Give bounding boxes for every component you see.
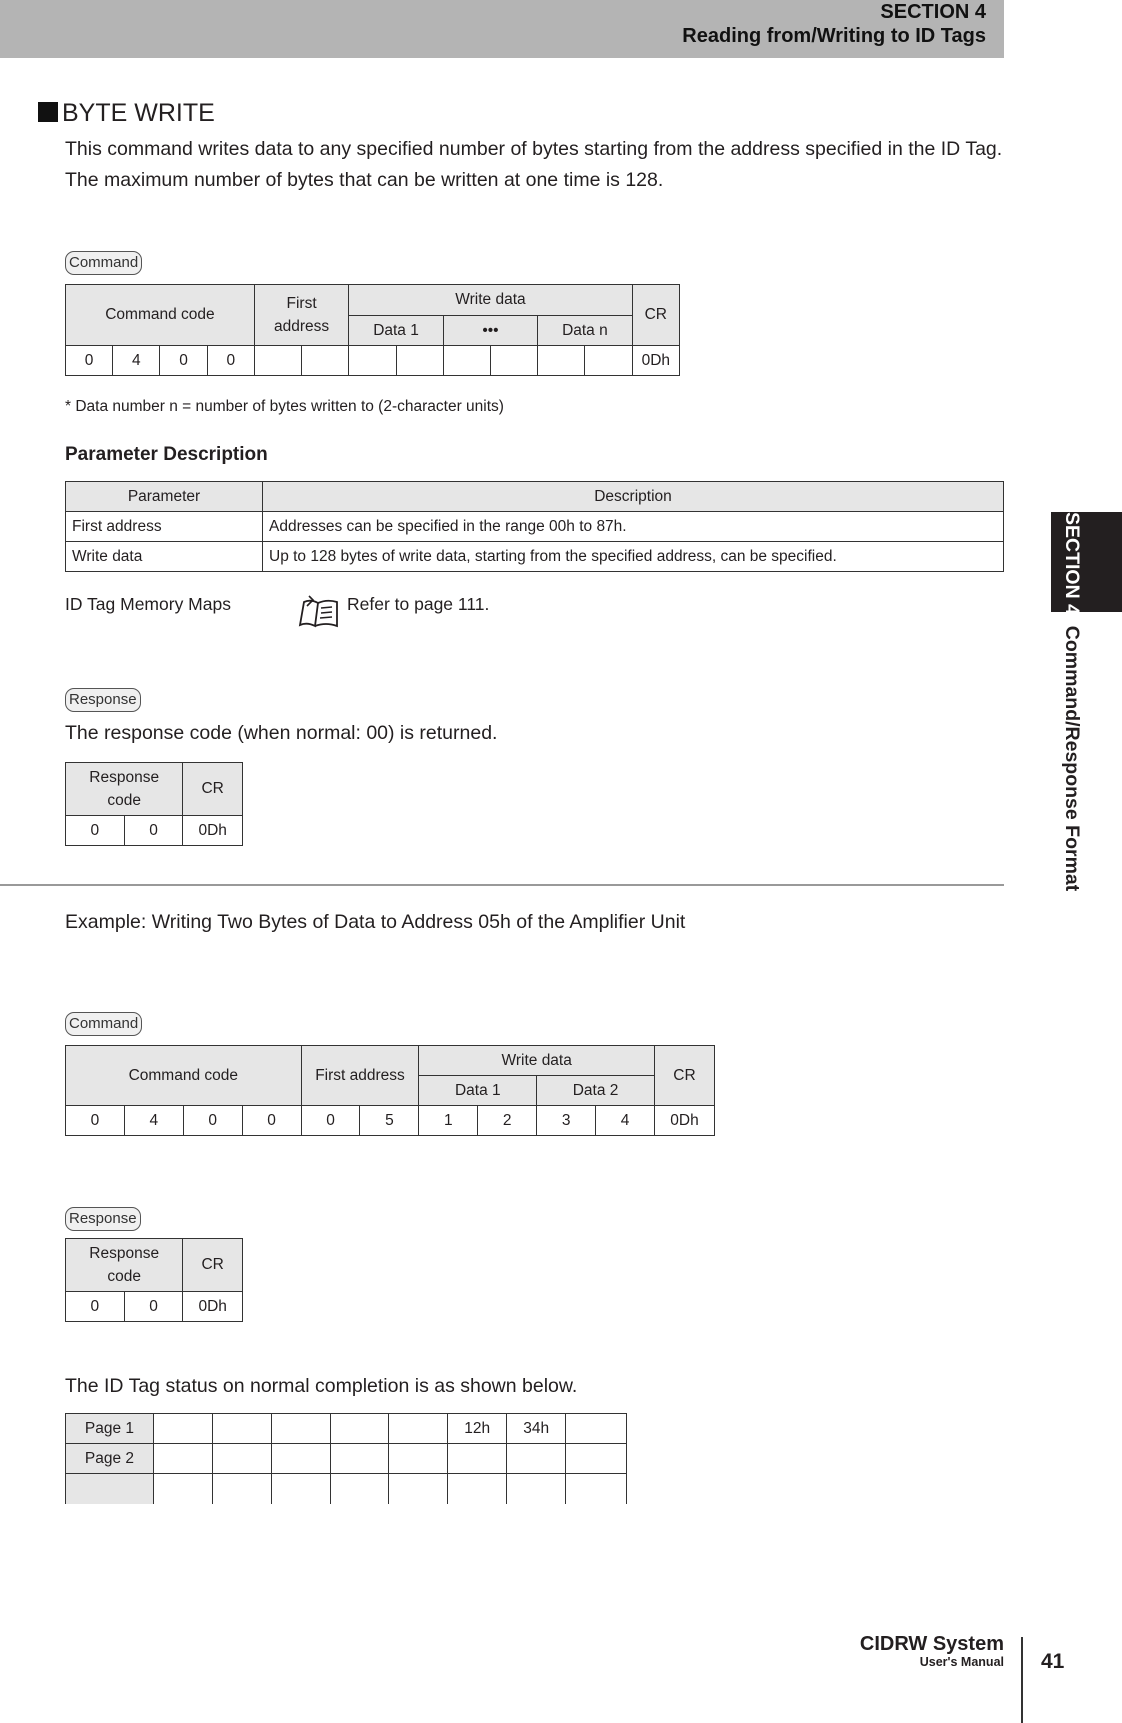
ex-cmd-cell: 0Dh (654, 1106, 714, 1136)
param-name: Write data (66, 542, 263, 572)
footer-brand-name: CIDRW System (859, 1633, 1004, 1655)
status-cell (330, 1474, 389, 1504)
cmd-cell (490, 346, 537, 376)
cmd-cell: 0 (207, 346, 254, 376)
ex-resp-cell: 0 (124, 1292, 183, 1322)
status-cell (448, 1474, 507, 1504)
footer-divider (1021, 1637, 1023, 1723)
ex-cmd-cell: 0 (183, 1106, 242, 1136)
cmd-cell: 0Dh (632, 346, 679, 376)
side-tab-section: SECTION 4 (1061, 512, 1083, 615)
ex-data2-header: Data 2 (537, 1076, 655, 1106)
dots-header: ••• (443, 316, 537, 346)
cmd-cell (443, 346, 490, 376)
section-title-text: BYTE WRITE (62, 99, 215, 127)
ex-response-cr-header: CR (183, 1239, 243, 1292)
status-cell (153, 1444, 212, 1474)
status-cell (212, 1474, 271, 1504)
parameter-heading: Parameter Description (65, 444, 268, 465)
ex-cmd-cell: 3 (537, 1106, 596, 1136)
cr-header: CR (632, 285, 679, 346)
status-page-label: Page 2 (66, 1444, 154, 1474)
status-intro: The ID Tag status on normal completion is as shown below. (65, 1375, 578, 1397)
example-command-label: Command (65, 1012, 142, 1036)
status-cell (448, 1444, 507, 1474)
param-col-header: Parameter (66, 482, 263, 512)
response-cr-header: CR (183, 763, 243, 816)
ex-cmd-cell: 1 (419, 1106, 478, 1136)
status-cell (212, 1444, 271, 1474)
response-label: Response (65, 688, 141, 712)
example-response-label: Response (65, 1207, 141, 1231)
id-tag-status-table (65, 1413, 627, 1504)
side-tab-title: Command/Response Format (1061, 625, 1083, 892)
divider (0, 884, 1004, 886)
ex-data1-header: Data 1 (419, 1076, 537, 1106)
status-cell (566, 1444, 627, 1474)
status-cell (389, 1444, 448, 1474)
status-cell (330, 1414, 389, 1444)
ex-resp-cell: 0 (66, 1292, 125, 1322)
data1-header: Data 1 (349, 316, 443, 346)
ex-cr-header: CR (654, 1046, 714, 1106)
command-format-table (65, 284, 680, 376)
status-cell (566, 1474, 627, 1504)
intro-paragraph: This command writes data to any specified number of bytes starting from the address specified in the ID Tag. The maximum number of bytes that can be written at one time is 128. (65, 138, 1003, 191)
command-label: Command (65, 251, 142, 275)
status-cell (330, 1444, 389, 1474)
status-cell (271, 1474, 330, 1504)
status-page-label: Page 1 (66, 1414, 154, 1444)
desc-col-header: Description (263, 482, 1004, 512)
ex-cmd-cell: 0 (66, 1106, 125, 1136)
header-section: SECTION 4 (880, 1, 986, 23)
status-cell (271, 1444, 330, 1474)
data-number-note: * Data number n = number of bytes written to (2-character units) (65, 398, 504, 415)
ex-first-address-header: First address (301, 1046, 419, 1106)
status-cell (212, 1414, 271, 1444)
ex-cmd-cell: 0 (301, 1106, 360, 1136)
resp-cell: 0 (124, 816, 183, 846)
param-desc: Addresses can be specified in the range 00h to 87h. (263, 512, 1004, 542)
ex-response-code-header: Response code (66, 1239, 183, 1292)
ex-cmd-cell: 5 (360, 1106, 419, 1136)
status-cell (153, 1474, 212, 1504)
footer-brand (860, 1633, 1004, 1669)
cmd-cell (396, 346, 443, 376)
status-cell: 12h (448, 1414, 507, 1444)
resp-cell: 0 (66, 816, 125, 846)
cmd-cell: 0 (160, 346, 207, 376)
status-cell (507, 1444, 566, 1474)
memory-map-label: ID Tag Memory Maps (65, 594, 231, 614)
section-title (38, 98, 215, 128)
example-response-table (65, 1238, 243, 1322)
write-data-header: Write data (349, 285, 632, 316)
datan-header: Data n (538, 316, 632, 346)
cmd-cell (349, 346, 396, 376)
cmd-cell (302, 346, 349, 376)
cmd-cell: 4 (113, 346, 160, 376)
param-name: First address (66, 512, 263, 542)
ex-cmd-cell: 0 (242, 1106, 301, 1136)
side-tab (1052, 512, 1088, 912)
param-desc: Up to 128 bytes of write data, starting from the specified address, can be specified. (263, 542, 1004, 572)
status-cell (566, 1414, 627, 1444)
page-number: 41 (1041, 1650, 1065, 1673)
ex-cmd-cell: 4 (596, 1106, 655, 1136)
section-header (0, 0, 1004, 58)
ex-write-data-header: Write data (419, 1046, 655, 1076)
status-cell (389, 1414, 448, 1444)
square-bullet-icon (38, 102, 58, 122)
status-page-label (66, 1474, 154, 1504)
parameter-table (65, 481, 1004, 572)
resp-cell: 0Dh (183, 816, 243, 846)
ex-resp-cell: 0Dh (183, 1292, 243, 1322)
example-title: Example: Writing Two Bytes of Data to Address 05h of the Amplifier Unit (65, 911, 686, 933)
response-code-header: Response code (66, 763, 183, 816)
status-cell (389, 1474, 448, 1504)
response-format-table (65, 762, 243, 846)
example-command-table (65, 1045, 715, 1136)
memory-map-reference[interactable]: Refer to page 111. (347, 594, 490, 614)
cmd-cell: 0 (66, 346, 113, 376)
status-cell (153, 1414, 212, 1444)
first-address-header: First address (254, 285, 348, 346)
cmd-cell (254, 346, 301, 376)
header-title: Reading from/Writing to ID Tags (682, 25, 986, 47)
command-code-header: Command code (66, 285, 255, 346)
cmd-cell (585, 346, 632, 376)
book-icon (297, 594, 343, 630)
status-cell (507, 1474, 566, 1504)
ex-cmd-cell: 4 (124, 1106, 183, 1136)
ex-command-code-header: Command code (66, 1046, 302, 1106)
ex-cmd-cell: 2 (478, 1106, 537, 1136)
footer-brand-sub: User's Manual (919, 1655, 1004, 1669)
status-cell: 34h (507, 1414, 566, 1444)
cmd-cell (538, 346, 585, 376)
response-intro: The response code (when normal: 00) is returned. (65, 722, 498, 744)
status-cell (271, 1414, 330, 1444)
